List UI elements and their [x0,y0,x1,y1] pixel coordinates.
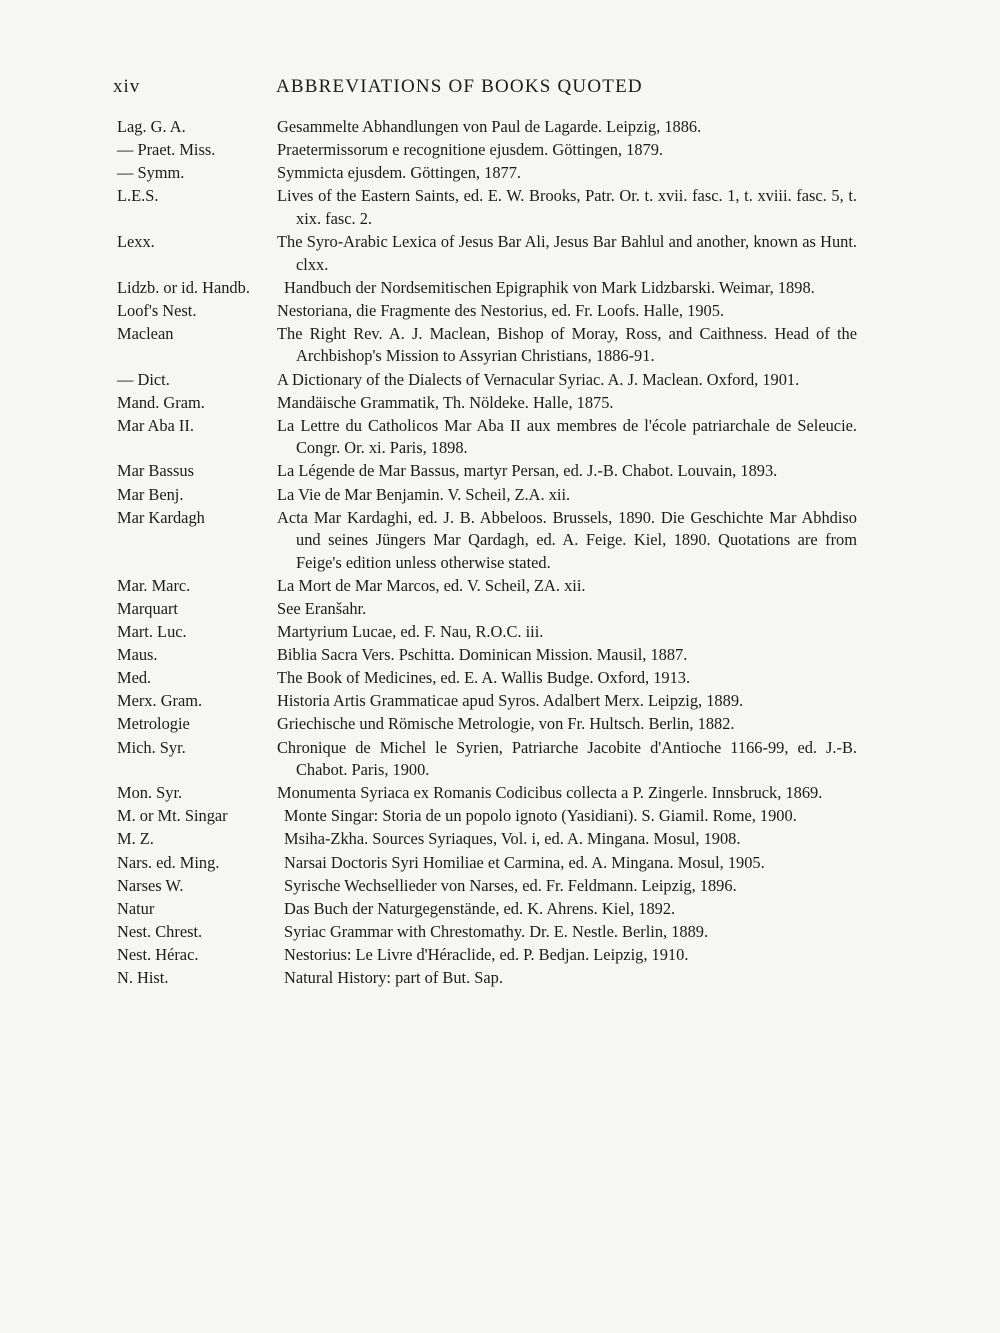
page-header [113,76,853,104]
page-number: xiv [113,76,141,97]
entry-abbreviation: Loof's Nest. [117,300,197,320]
abbreviation-entry [117,139,857,162]
entry-description: Symmicta ejusdem. Göttingen, 1877. [277,163,522,183]
entry-abbreviation: Mar Kardagh [117,507,205,527]
entry-abbreviation: Mar Aba II. [117,415,194,435]
entry-description: Natural History: part of But. Sap. [284,967,503,987]
entry-description: Narsai Doctoris Syri Homiliae et Carmina, ed. A. Mingana. Mosul, 1905. [284,852,765,872]
entry-abbreviation: Lexx. [117,231,155,251]
page-title: ABBREVIATIONS OF BOOKS QUOTED [276,76,643,97]
entry-description: La Lettre du Catholicos Mar Aba II aux membres de l'école patriarchale de Seleucie. Congr. Or. xi. Paris, 1898. [277,415,857,458]
entry-abbreviation: Narses W. [117,875,184,895]
abbreviation-entry [117,598,857,621]
abbreviation-entry [117,782,857,805]
entry-abbreviation: Mar. Marc. [117,575,191,595]
entry-description: Mandäische Grammatik, Th. Nöldeke. Halle, 1875. [277,392,614,412]
abbreviation-entry [117,415,857,460]
abbreviation-entry [117,300,857,323]
abbreviation-entry [117,737,857,782]
abbreviation-entry [117,392,857,415]
abbreviation-entry [117,944,857,967]
abbreviation-entry [117,690,857,713]
abbreviation-entry [117,852,857,875]
entry-description: Monte Singar: Storia de un popolo ignoto (Yasidiani). S. Giamil. Rome, 1900. [284,806,797,826]
abbreviation-list [117,116,857,990]
entry-description: Monumenta Syriaca ex Romanis Codicibus collecta a P. Zingerle. Innsbruck, 1869. [277,783,823,803]
entry-abbreviation: N. Hist. [117,967,169,987]
entry-abbreviation: Nest. Hérac. [117,944,199,964]
entry-abbreviation: Mart. Luc. [117,622,187,642]
entry-abbreviation: Mar Benj. [117,484,184,504]
abbreviation-entry [117,460,857,483]
entry-abbreviation: Metrologie [117,714,190,734]
entry-abbreviation: Maclean [117,323,174,343]
abbreviation-entry [117,507,857,575]
entry-description: Handbuch der Nordsemitischen Epigraphik von Mark Lidzbarski. Weimar, 1898. [284,277,815,297]
entry-description: Msiha-Zkha. Sources Syriaques, Vol. i, ed. A. Mingana. Mosul, 1908. [284,829,741,849]
abbreviation-entry [117,805,857,828]
entry-description: Syriac Grammar with Chrestomathy. Dr. E. Nestle. Berlin, 1889. [284,921,709,941]
entry-abbreviation: Mand. Gram. [117,392,205,412]
entry-abbreviation: Nest. Chrest. [117,921,203,941]
entry-description: Nestorius: Le Livre d'Héraclide, ed. P. Bedjan. Leipzig, 1910. [284,944,689,964]
entry-abbreviation: Maus. [117,645,158,665]
abbreviation-entry [117,231,857,276]
entry-description: See Eranšahr. [277,598,367,618]
entry-abbreviation: M. Z. [117,829,154,849]
entry-abbreviation: Natur [117,898,155,918]
entry-abbreviation: Nars. ed. Ming. [117,852,220,872]
entry-description: Historia Artis Grammaticae apud Syros. Adalbert Merx. Leipzig, 1889. [277,691,744,711]
abbreviation-entry [117,875,857,898]
entry-description: The Syro-Arabic Lexica of Jesus Bar Ali, Jesus Bar Bahlul and another, known as Hunt. clxx. [277,231,857,274]
entry-description: La Mort de Mar Marcos, ed. V. Scheil, ZA. xii. [277,575,586,595]
entry-description: Griechische und Römische Metrologie, von Fr. Hultsch. Berlin, 1882. [277,714,735,734]
entry-description: Lives of the Eastern Saints, ed. E. W. Brooks, Patr. Or. t. xvii. fasc. 1, t. xviii. fasc. 5, t. xix. fasc. 2. [277,186,857,228]
abbreviation-entry [117,921,857,944]
entry-description: La Légende de Mar Bassus, martyr Persan, ed. J.-B. Chabot. Louvain, 1893. [277,461,778,481]
entry-description: The Right Rev. A. J. Maclean, Bishop of Moray, Ross, and Caithness. Head of the Archbishop's Mission to Assyrian Christians, 1886-91. [277,323,857,366]
entry-abbreviation: Mar Bassus [117,461,194,481]
entry-abbreviation: L.E.S. [117,186,159,206]
entry-description: Syrische Wechsellieder von Narses, ed. Fr. Feldmann. Leipzig, 1896. [284,875,737,895]
entry-description: A Dictionary of the Dialects of Vernacular Syriac. A. J. Maclean. Oxford, 1901. [277,369,800,389]
entry-abbreviation: — Symm. [117,163,185,183]
entry-description: The Book of Medicines, ed. E. A. Wallis Budge. Oxford, 1913. [277,668,691,688]
abbreviation-entry [117,667,857,690]
abbreviation-entry [117,898,857,921]
abbreviation-entry [117,277,857,300]
entry-abbreviation: Lidzb. or id. Handb. [117,277,250,297]
entry-description: Gesammelte Abhandlungen von Paul de Lagarde. Leipzig, 1886. [277,117,702,136]
entry-abbreviation: Med. [117,668,152,688]
abbreviation-entry [117,828,857,851]
entry-description: Nestoriana, die Fragmente des Nestorius, ed. Fr. Loofs. Halle, 1905. [277,300,725,320]
entry-description: Martyrium Lucae, ed. F. Nau, R.O.C. iii. [277,622,544,642]
abbreviation-entry [117,162,857,185]
abbreviation-entry [117,967,857,990]
entry-abbreviation: — Praet. Miss. [117,140,216,160]
abbreviation-entry [117,185,857,230]
entry-abbreviation: M. or Mt. Singar [117,806,228,826]
abbreviation-entry [117,116,857,139]
entry-abbreviation: — Dict. [117,369,170,389]
abbreviation-entry [117,713,857,736]
abbreviation-entry [117,621,857,644]
entry-abbreviation: Mich. Syr. [117,737,186,757]
entry-description: Das Buch der Naturgegenstände, ed. K. Ahrens. Kiel, 1892. [284,898,676,918]
entry-description: Praetermissorum e recognitione ejusdem. Göttingen, 1879. [277,140,664,160]
abbreviation-entry [117,484,857,507]
abbreviation-entry [117,369,857,392]
entry-description: Biblia Sacra Vers. Pschitta. Dominican Mission. Mausil, 1887. [277,645,688,665]
entry-abbreviation: Mon. Syr. [117,783,183,803]
entry-abbreviation: Marquart [117,598,178,618]
entry-description: La Vie de Mar Benjamin. V. Scheil, Z.A. xii. [277,484,571,504]
abbreviation-entry [117,575,857,598]
entry-abbreviation: Lag. G. A. [117,117,186,136]
abbreviation-entry [117,644,857,667]
entry-description: Chronique de Michel le Syrien, Patriarche Jacobite d'Antioche 1166-99, ed. J.-B. Chabot. Paris, 1900. [277,737,857,780]
abbreviation-entry [117,323,857,368]
entry-description: Acta Mar Kardaghi, ed. J. B. Abbeloos. Brussels, 1890. Die Geschichte Mar Abhdiso und seines Jüngers Mar Qardagh, ed. A. Feige. Kiel, 1890. Quotations are from Feige's edition unless otherwise stated. [277,507,857,572]
entry-abbreviation: Merx. Gram. [117,691,203,711]
